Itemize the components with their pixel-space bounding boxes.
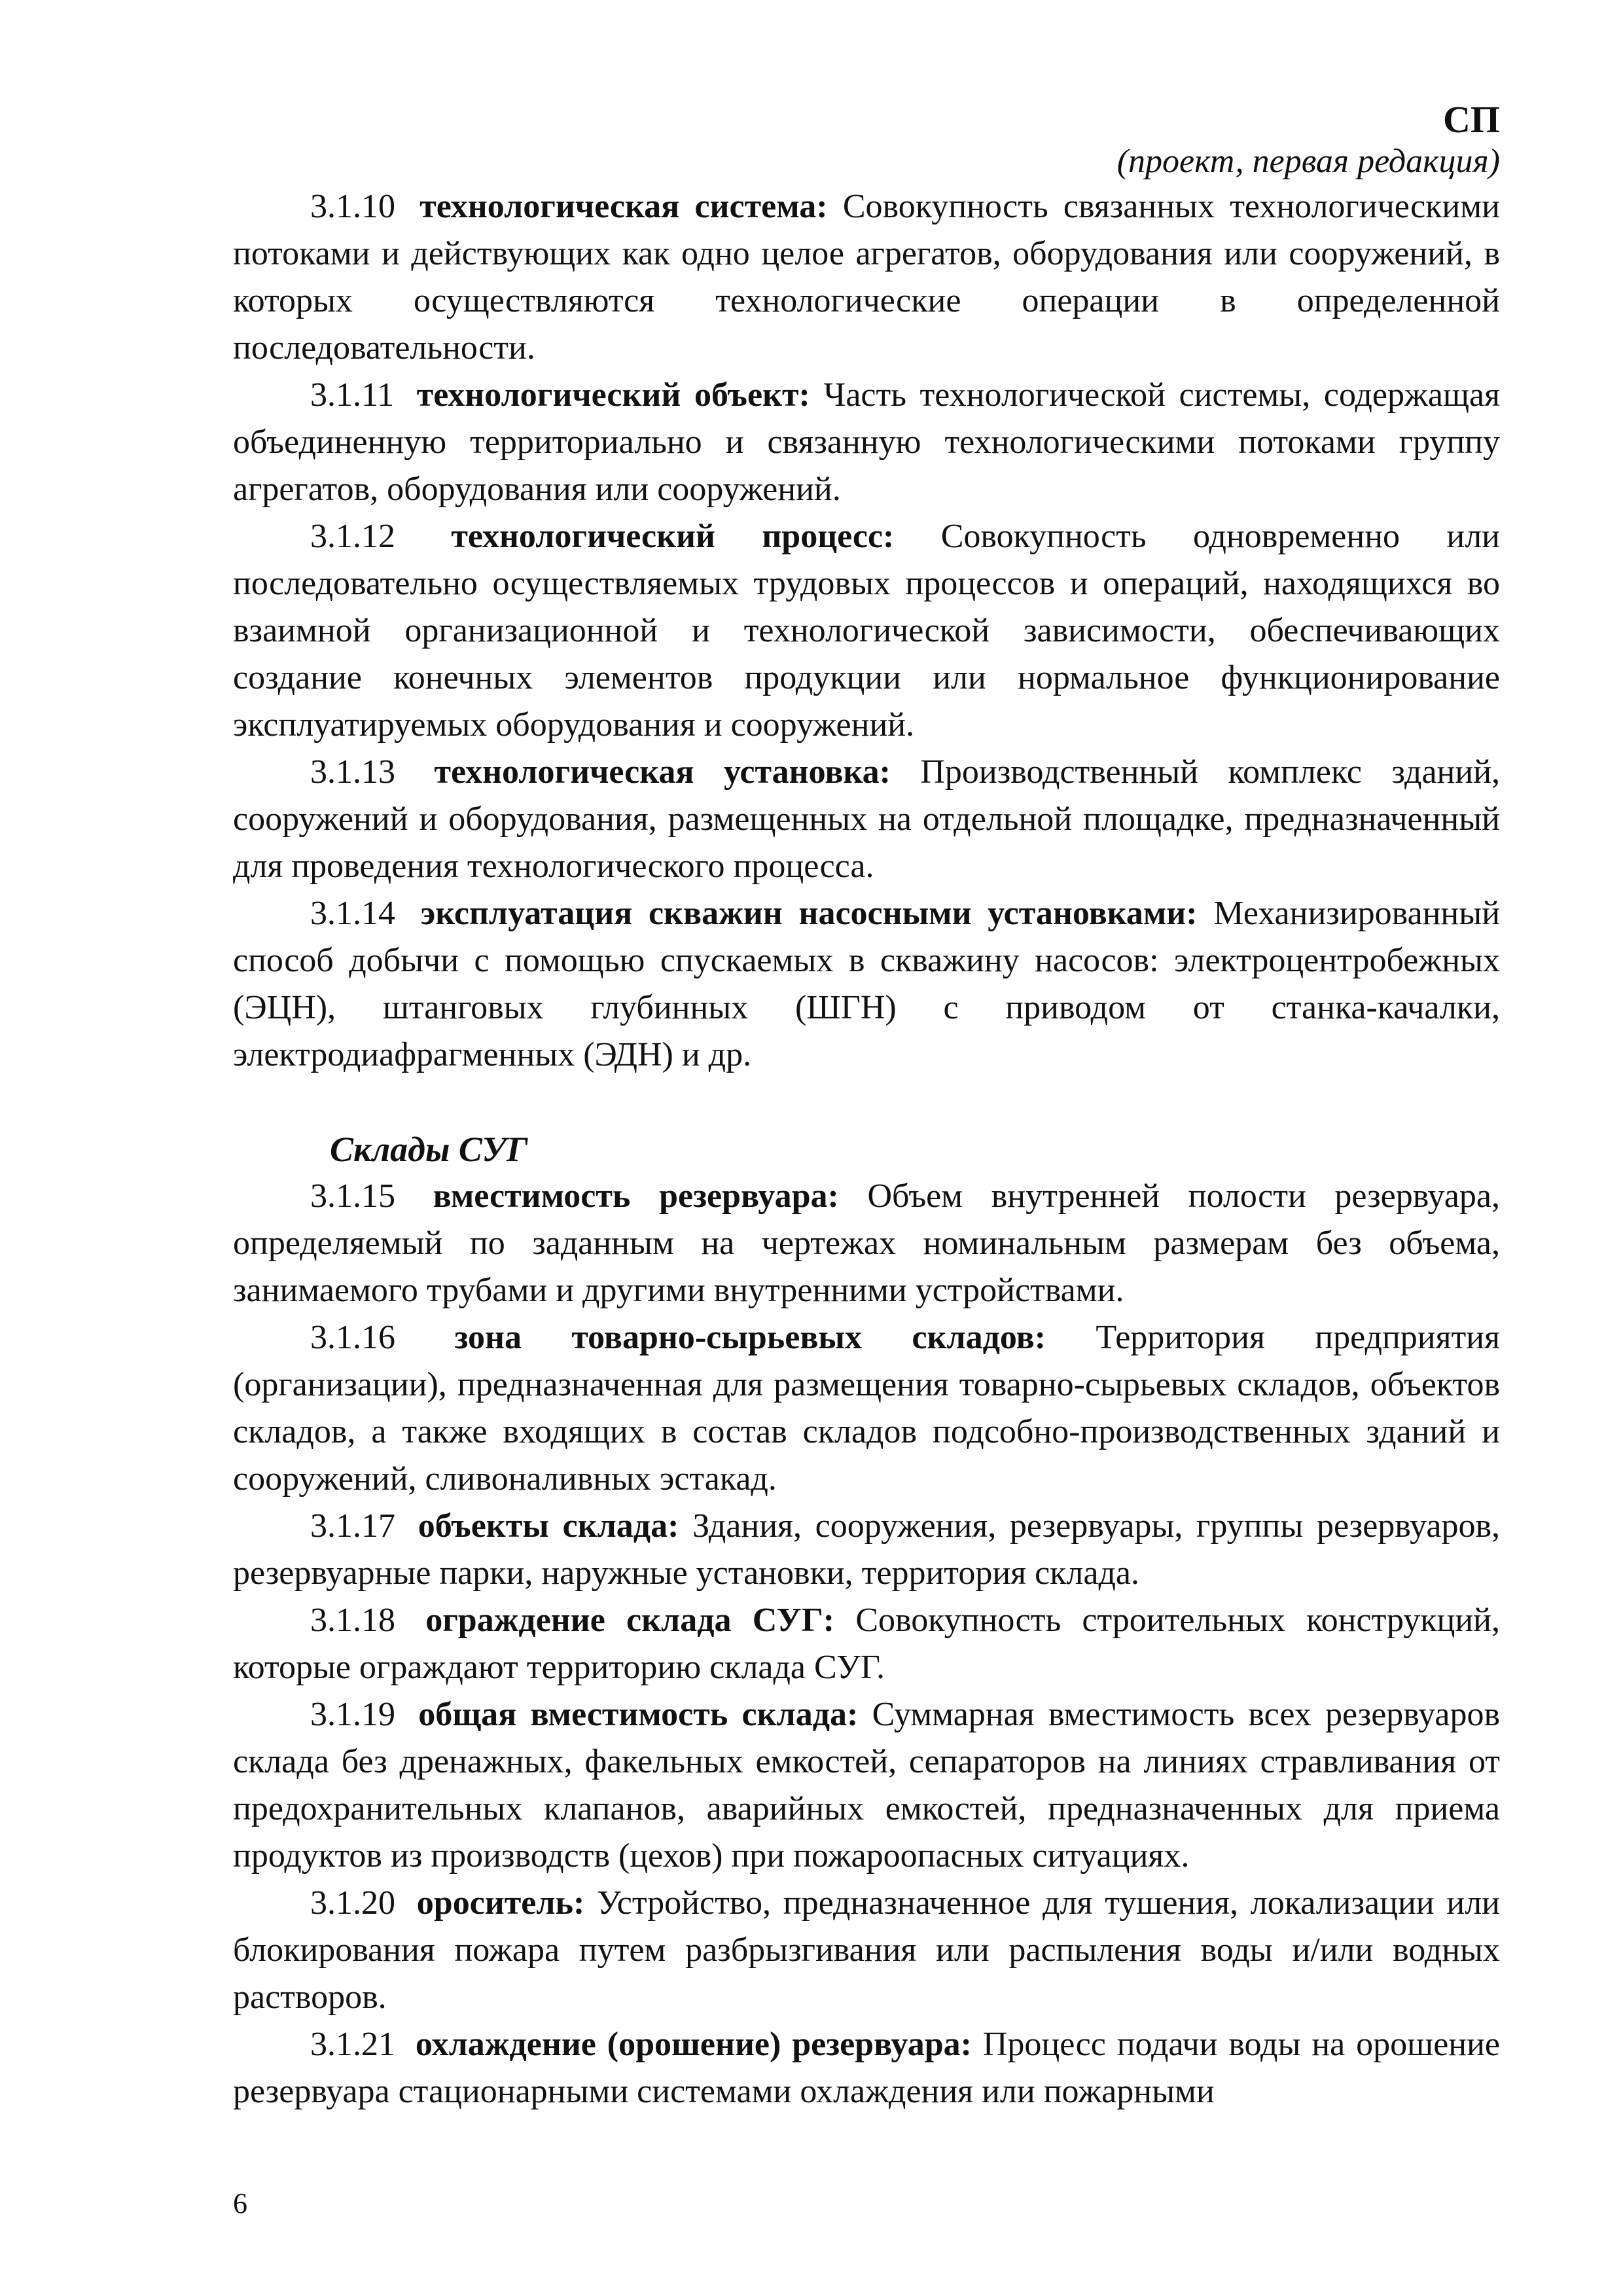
entry-term: технологический процесс:: [451, 518, 895, 555]
entry-definition: Часть технологической системы, содержащая объединенную территориально и связанную технологическими потоками группу агрегатов, оборудования или сооружений.: [233, 376, 1501, 508]
document-code: СП: [1443, 98, 1500, 141]
entry-term: вместимость резервуара:: [433, 1177, 839, 1215]
definition-entry: [233, 183, 1500, 372]
entry-definition: Территория предприятия (организации), предназначенная для размещения товарно-сырьевых складов, объектов складов, а также входящих в состав складов подсобно-производственных зданий и сооружений, сливоналивных эстакад.: [233, 1319, 1501, 1498]
entry-definition: Совокупность связанных технологическими потоками и действующих как одно целое агрегатов, оборудования или сооружений, в которых осуществляются технологические операции в определенной последовательности.: [233, 188, 1500, 367]
page-number: 6: [233, 2187, 247, 2219]
entry-term: зона товарно-сырьевых складов:: [454, 1319, 1046, 1356]
entry-definition: Совокупность строительных конструкций, которые ограждают территорию склада СУГ.: [233, 1602, 1501, 1686]
entry-number: 3.1.15: [310, 1177, 395, 1215]
entry-term: объекты склада:: [418, 1507, 679, 1545]
entry-term: общая вместимость склада:: [418, 1696, 859, 1733]
entry-definition: Здания, сооружения, резервуары, группы резервуаров, резервуарные парки, наружные установки, территория склада.: [233, 1507, 1501, 1592]
entry-definition: Объем внутренней полости резервуара, определяемый по заданным на чертежах номинальным размерам без объема, занимаемого трубами и другими внутренними устройствами.: [233, 1177, 1501, 1309]
entry-number: 3.1.18: [310, 1602, 395, 1639]
entry-definition: Суммарная вместимость всех резервуаров склада без дренажных, факельных емкостей, сепараторов на линиях стравливания от предохранительных клапанов, аварийных емкостей, предназначенных для приема продуктов из производств (цехов) при пожароопасных ситуациях.: [233, 1696, 1501, 1874]
entry-number: 3.1.17: [310, 1507, 395, 1545]
definition-entry: [233, 749, 1500, 890]
definition-entry: [233, 2021, 1500, 2115]
entry-number: 3.1.20: [310, 1884, 395, 1922]
definition-entry: [233, 890, 1500, 1079]
definition-entry: [233, 1597, 1500, 1691]
entry-definition: Механизированный способ добычи с помощью спускаемых в скважину насосов: электроцентробежных (ЭЦН), штанговых глубинных (ШГН) с приводом от станка-качалки, электродиафрагменных (ЭДН) и др.: [233, 895, 1501, 1073]
entry-term: технологический объект:: [416, 376, 810, 414]
definition-entry: [233, 513, 1500, 749]
definitions-list-part1: [233, 183, 1500, 1079]
main-text: [233, 183, 1500, 2115]
entry-definition: Процесс подачи воды на орошение резервуара стационарными системами охлаждения или пожарными: [233, 2026, 1501, 2110]
entry-number: 3.1.10: [310, 188, 395, 225]
entry-definition: Совокупность одновременно или последовательно осуществляемых трудовых процессов и операций, находящихся во взаимной организационной и технологической зависимости, обеспечивающих создание конечных элементов продукции или нормальное функционирование эксплуатируемых оборудования и сооружений.: [233, 518, 1500, 744]
entry-term: ограждение склада СУГ:: [425, 1602, 835, 1639]
entry-term: ороситель:: [416, 1884, 585, 1922]
entry-number: 3.1.12: [310, 518, 395, 555]
entry-definition: Устройство, предназначенное для тушения, локализации или блокирования пожара путем разбрызгивания или распыления воды и/или водных растворов.: [233, 1884, 1501, 2016]
entry-number: 3.1.11: [310, 376, 395, 414]
entry-number: 3.1.14: [310, 895, 395, 932]
definition-entry: [233, 1691, 1500, 1880]
definition-entry: [233, 1503, 1500, 1597]
entry-term: технологическая система:: [419, 188, 828, 225]
definitions-list-part2: [233, 1173, 1500, 2115]
entry-number: 3.1.19: [310, 1696, 395, 1733]
edition-note: (проект, первая редакция): [1116, 143, 1500, 180]
definition-entry: [233, 372, 1500, 513]
definition-entry: [233, 1314, 1500, 1503]
entry-definition: Производственный комплекс зданий, сооружений и оборудования, размещенных на отдельной площадке, предназначенный для проведения технологического процесса.: [233, 753, 1501, 885]
entry-term: технологическая установка:: [434, 753, 891, 791]
entry-number: 3.1.13: [310, 753, 395, 791]
section-heading: Склады СУГ: [330, 1130, 528, 1169]
entry-term: охлаждение (орошение) резервуара:: [415, 2026, 972, 2063]
entry-number: 3.1.21: [310, 2026, 395, 2063]
definition-entry: [233, 1173, 1500, 1314]
entry-number: 3.1.16: [310, 1319, 395, 1356]
definition-entry: [233, 1880, 1500, 2021]
entry-term: эксплуатация скважин насосными установками:: [420, 895, 1198, 932]
